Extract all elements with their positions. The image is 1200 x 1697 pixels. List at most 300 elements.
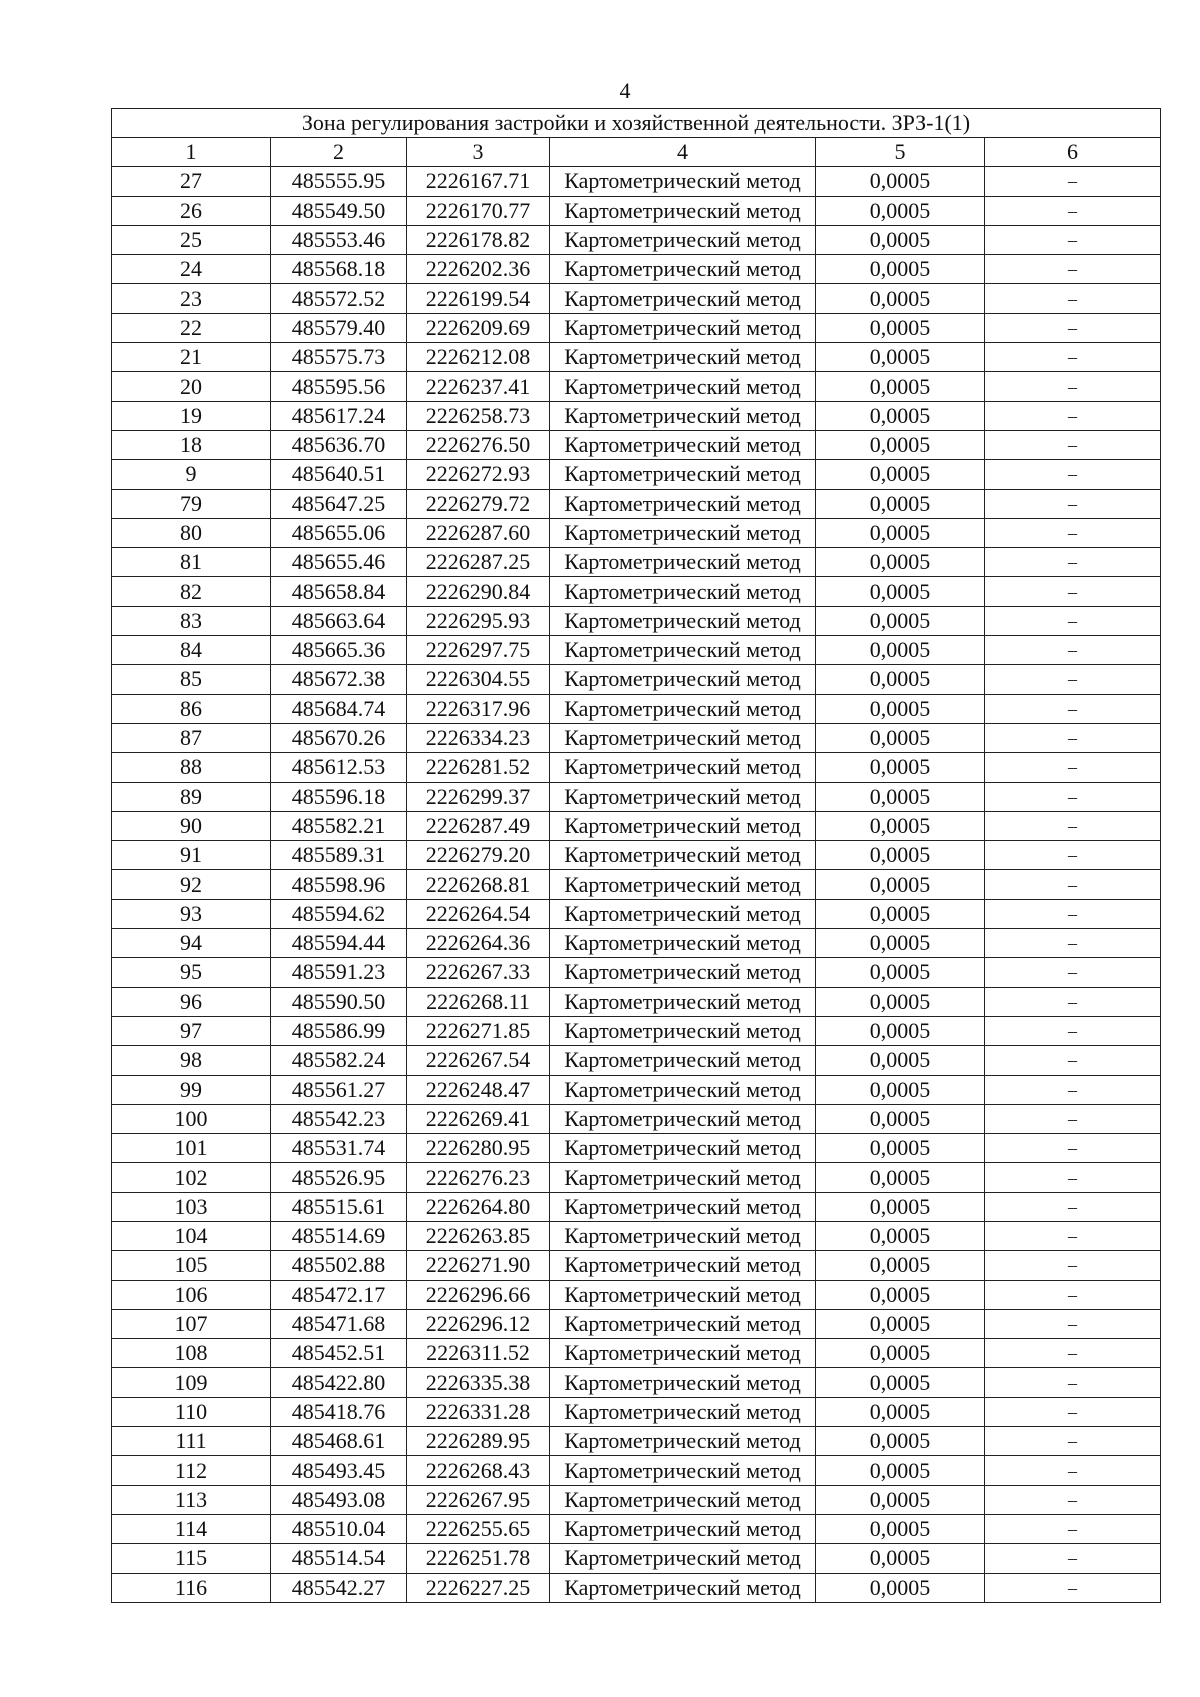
method-cell: Картометрический метод [550, 987, 816, 1016]
x-coordinate-cell: 485472.17 [271, 1280, 407, 1309]
x-coordinate-cell: 485617.24 [271, 401, 407, 430]
method-cell: Картометрический метод [550, 489, 816, 518]
x-coordinate-cell: 485510.04 [271, 1514, 407, 1543]
column-number-row [112, 138, 1161, 167]
table-row [112, 1573, 1161, 1602]
x-coordinate-cell: 485655.06 [271, 518, 407, 547]
accuracy-cell: 0,0005 [816, 1427, 985, 1456]
x-coordinate-cell: 485658.84 [271, 577, 407, 606]
description-cell: – [985, 518, 1161, 547]
x-coordinate-cell: 485647.25 [271, 489, 407, 518]
x-coordinate-cell: 485582.24 [271, 1046, 407, 1075]
table-row [112, 811, 1161, 840]
accuracy-cell: 0,0005 [816, 1397, 985, 1426]
table-body [112, 167, 1161, 1603]
y-coordinate-cell: 2226289.95 [407, 1427, 550, 1456]
method-cell: Картометрический метод [550, 1251, 816, 1280]
table-title: Зона регулирования застройки и хозяйственной деятельности. ЗРЗ-1(1) [112, 109, 1161, 138]
point-number-cell: 85 [112, 665, 271, 694]
x-coordinate-cell: 485590.50 [271, 987, 407, 1016]
point-number-cell: 20 [112, 372, 271, 401]
point-number-cell: 89 [112, 782, 271, 811]
point-number-cell: 107 [112, 1309, 271, 1338]
method-cell: Картометрический метод [550, 1368, 816, 1397]
accuracy-cell: 0,0005 [816, 694, 985, 723]
y-coordinate-cell: 2226295.93 [407, 606, 550, 635]
table-row [112, 694, 1161, 723]
x-coordinate-cell: 485471.68 [271, 1309, 407, 1338]
point-number-cell: 82 [112, 577, 271, 606]
description-cell: – [985, 489, 1161, 518]
description-cell: – [985, 548, 1161, 577]
accuracy-cell: 0,0005 [816, 665, 985, 694]
method-cell: Картометрический метод [550, 1427, 816, 1456]
method-cell: Картометрический метод [550, 1397, 816, 1426]
point-number-cell: 23 [112, 284, 271, 313]
x-coordinate-cell: 485493.45 [271, 1456, 407, 1485]
method-cell: Картометрический метод [550, 1573, 816, 1602]
x-coordinate-cell: 485596.18 [271, 782, 407, 811]
y-coordinate-cell: 2226212.08 [407, 343, 550, 372]
table-title-row [112, 109, 1161, 138]
point-number-cell: 19 [112, 401, 271, 430]
table-row [112, 577, 1161, 606]
method-cell: Картометрический метод [550, 1134, 816, 1163]
y-coordinate-cell: 2226267.54 [407, 1046, 550, 1075]
accuracy-cell: 0,0005 [816, 899, 985, 928]
description-cell: – [985, 401, 1161, 430]
x-coordinate-cell: 485572.52 [271, 284, 407, 313]
x-coordinate-cell: 485598.96 [271, 870, 407, 899]
y-coordinate-cell: 2226335.38 [407, 1368, 550, 1397]
accuracy-cell: 0,0005 [816, 577, 985, 606]
method-cell: Картометрический метод [550, 196, 816, 225]
y-coordinate-cell: 2226311.52 [407, 1339, 550, 1368]
description-cell: – [985, 372, 1161, 401]
accuracy-cell: 0,0005 [816, 313, 985, 342]
point-number-cell: 84 [112, 636, 271, 665]
y-coordinate-cell: 2226263.85 [407, 1221, 550, 1250]
column-header: 1 [112, 138, 271, 167]
y-coordinate-cell: 2226281.52 [407, 753, 550, 782]
y-coordinate-cell: 2226251.78 [407, 1544, 550, 1573]
description-cell: – [985, 313, 1161, 342]
y-coordinate-cell: 2226276.50 [407, 430, 550, 459]
x-coordinate-cell: 485594.44 [271, 929, 407, 958]
description-cell: – [985, 1309, 1161, 1338]
table-row [112, 372, 1161, 401]
description-cell: – [985, 636, 1161, 665]
method-cell: Картометрический метод [550, 343, 816, 372]
method-cell: Картометрический метод [550, 1280, 816, 1309]
x-coordinate-cell: 485502.88 [271, 1251, 407, 1280]
accuracy-cell: 0,0005 [816, 811, 985, 840]
table-row [112, 606, 1161, 635]
y-coordinate-cell: 2226272.93 [407, 460, 550, 489]
description-cell: – [985, 841, 1161, 870]
y-coordinate-cell: 2226264.80 [407, 1192, 550, 1221]
description-cell: – [985, 1397, 1161, 1426]
y-coordinate-cell: 2226331.28 [407, 1397, 550, 1426]
point-number-cell: 90 [112, 811, 271, 840]
x-coordinate-cell: 485594.62 [271, 899, 407, 928]
y-coordinate-cell: 2226268.81 [407, 870, 550, 899]
accuracy-cell: 0,0005 [816, 1163, 985, 1192]
table-row [112, 899, 1161, 928]
description-cell: – [985, 694, 1161, 723]
method-cell: Картометрический метод [550, 665, 816, 694]
y-coordinate-cell: 2226317.96 [407, 694, 550, 723]
method-cell: Картометрический метод [550, 958, 816, 987]
method-cell: Картометрический метод [550, 225, 816, 254]
accuracy-cell: 0,0005 [816, 1573, 985, 1602]
table-row [112, 1427, 1161, 1456]
description-cell: – [985, 225, 1161, 254]
point-number-cell: 26 [112, 196, 271, 225]
point-number-cell: 22 [112, 313, 271, 342]
method-cell: Картометрический метод [550, 1192, 816, 1221]
point-number-cell: 91 [112, 841, 271, 870]
accuracy-cell: 0,0005 [816, 196, 985, 225]
accuracy-cell: 0,0005 [816, 1192, 985, 1221]
y-coordinate-cell: 2226202.36 [407, 255, 550, 284]
description-cell: – [985, 196, 1161, 225]
point-number-cell: 115 [112, 1544, 271, 1573]
table-row [112, 753, 1161, 782]
accuracy-cell: 0,0005 [816, 1046, 985, 1075]
accuracy-cell: 0,0005 [816, 753, 985, 782]
table-row [112, 1280, 1161, 1309]
accuracy-cell: 0,0005 [816, 284, 985, 313]
x-coordinate-cell: 485515.61 [271, 1192, 407, 1221]
accuracy-cell: 0,0005 [816, 548, 985, 577]
method-cell: Картометрический метод [550, 460, 816, 489]
method-cell: Картометрический метод [550, 723, 816, 752]
description-cell: – [985, 1251, 1161, 1280]
description-cell: – [985, 1427, 1161, 1456]
description-cell: – [985, 343, 1161, 372]
point-number-cell: 108 [112, 1339, 271, 1368]
point-number-cell: 97 [112, 1016, 271, 1045]
accuracy-cell: 0,0005 [816, 167, 985, 196]
description-cell: – [985, 167, 1161, 196]
x-coordinate-cell: 485555.95 [271, 167, 407, 196]
page-number: 4 [619, 78, 631, 103]
point-number-cell: 94 [112, 929, 271, 958]
method-cell: Картометрический метод [550, 782, 816, 811]
method-cell: Картометрический метод [550, 1339, 816, 1368]
table-row [112, 1339, 1161, 1368]
method-cell: Картометрический метод [550, 548, 816, 577]
description-cell: – [985, 460, 1161, 489]
table-row [112, 782, 1161, 811]
y-coordinate-cell: 2226255.65 [407, 1514, 550, 1543]
point-number-cell: 103 [112, 1192, 271, 1221]
y-coordinate-cell: 2226334.23 [407, 723, 550, 752]
table-row [112, 1309, 1161, 1338]
y-coordinate-cell: 2226258.73 [407, 401, 550, 430]
accuracy-cell: 0,0005 [816, 1075, 985, 1104]
x-coordinate-cell: 485665.36 [271, 636, 407, 665]
method-cell: Картометрический метод [550, 1075, 816, 1104]
x-coordinate-cell: 485542.27 [271, 1573, 407, 1602]
point-number-cell: 24 [112, 255, 271, 284]
table-row [112, 1104, 1161, 1133]
y-coordinate-cell: 2226271.90 [407, 1251, 550, 1280]
method-cell: Картометрический метод [550, 313, 816, 342]
point-number-cell: 83 [112, 606, 271, 635]
table-row [112, 1544, 1161, 1573]
accuracy-cell: 0,0005 [816, 606, 985, 635]
x-coordinate-cell: 485493.08 [271, 1485, 407, 1514]
accuracy-cell: 0,0005 [816, 518, 985, 547]
point-number-cell: 95 [112, 958, 271, 987]
accuracy-cell: 0,0005 [816, 489, 985, 518]
accuracy-cell: 0,0005 [816, 723, 985, 752]
description-cell: – [985, 1544, 1161, 1573]
description-cell: – [985, 1075, 1161, 1104]
method-cell: Картометрический метод [550, 1514, 816, 1543]
description-cell: – [985, 929, 1161, 958]
accuracy-cell: 0,0005 [816, 636, 985, 665]
point-number-cell: 110 [112, 1397, 271, 1426]
point-number-cell: 109 [112, 1368, 271, 1397]
x-coordinate-cell: 485526.95 [271, 1163, 407, 1192]
column-header: 2 [271, 138, 407, 167]
table-row [112, 841, 1161, 870]
point-number-cell: 88 [112, 753, 271, 782]
description-cell: – [985, 430, 1161, 459]
x-coordinate-cell: 485582.21 [271, 811, 407, 840]
accuracy-cell: 0,0005 [816, 255, 985, 284]
accuracy-cell: 0,0005 [816, 372, 985, 401]
x-coordinate-cell: 485452.51 [271, 1339, 407, 1368]
y-coordinate-cell: 2226269.41 [407, 1104, 550, 1133]
table-row [112, 460, 1161, 489]
y-coordinate-cell: 2226227.25 [407, 1573, 550, 1602]
accuracy-cell: 0,0005 [816, 1339, 985, 1368]
y-coordinate-cell: 2226267.95 [407, 1485, 550, 1514]
table-row [112, 665, 1161, 694]
description-cell: – [985, 1573, 1161, 1602]
y-coordinate-cell: 2226296.12 [407, 1309, 550, 1338]
table-row [112, 430, 1161, 459]
x-coordinate-cell: 485655.46 [271, 548, 407, 577]
description-cell: – [985, 723, 1161, 752]
y-coordinate-cell: 2226248.47 [407, 1075, 550, 1104]
column-header: 3 [407, 138, 550, 167]
x-coordinate-cell: 485514.69 [271, 1221, 407, 1250]
method-cell: Картометрический метод [550, 841, 816, 870]
table-row [112, 723, 1161, 752]
point-number-cell: 111 [112, 1427, 271, 1456]
x-coordinate-cell: 485670.26 [271, 723, 407, 752]
point-number-cell: 102 [112, 1163, 271, 1192]
accuracy-cell: 0,0005 [816, 460, 985, 489]
description-cell: – [985, 1104, 1161, 1133]
table-row [112, 518, 1161, 547]
point-number-cell: 27 [112, 167, 271, 196]
x-coordinate-cell: 485586.99 [271, 1016, 407, 1045]
y-coordinate-cell: 2226268.43 [407, 1456, 550, 1485]
table-row [112, 1368, 1161, 1397]
description-cell: – [985, 1456, 1161, 1485]
y-coordinate-cell: 2226178.82 [407, 225, 550, 254]
table-row [112, 1134, 1161, 1163]
accuracy-cell: 0,0005 [816, 1368, 985, 1397]
method-cell: Картометрический метод [550, 1544, 816, 1573]
description-cell: – [985, 987, 1161, 1016]
point-number-cell: 116 [112, 1573, 271, 1602]
description-cell: – [985, 1221, 1161, 1250]
accuracy-cell: 0,0005 [816, 929, 985, 958]
accuracy-cell: 0,0005 [816, 401, 985, 430]
method-cell: Картометрический метод [550, 1221, 816, 1250]
point-number-cell: 81 [112, 548, 271, 577]
table-row [112, 987, 1161, 1016]
point-number-cell: 25 [112, 225, 271, 254]
accuracy-cell: 0,0005 [816, 987, 985, 1016]
method-cell: Картометрический метод [550, 401, 816, 430]
point-number-cell: 101 [112, 1134, 271, 1163]
y-coordinate-cell: 2226287.49 [407, 811, 550, 840]
accuracy-cell: 0,0005 [816, 1514, 985, 1543]
accuracy-cell: 0,0005 [816, 1134, 985, 1163]
accuracy-cell: 0,0005 [816, 841, 985, 870]
x-coordinate-cell: 485575.73 [271, 343, 407, 372]
point-number-cell: 9 [112, 460, 271, 489]
method-cell: Картометрический метод [550, 606, 816, 635]
x-coordinate-cell: 485418.76 [271, 1397, 407, 1426]
description-cell: – [985, 577, 1161, 606]
table-row [112, 870, 1161, 899]
table-row [112, 548, 1161, 577]
table-row [112, 1397, 1161, 1426]
accuracy-cell: 0,0005 [816, 1485, 985, 1514]
accuracy-cell: 0,0005 [816, 1456, 985, 1485]
method-cell: Картометрический метод [550, 255, 816, 284]
y-coordinate-cell: 2226279.72 [407, 489, 550, 518]
method-cell: Картометрический метод [550, 1104, 816, 1133]
accuracy-cell: 0,0005 [816, 430, 985, 459]
y-coordinate-cell: 2226199.54 [407, 284, 550, 313]
method-cell: Картометрический метод [550, 899, 816, 928]
description-cell: – [985, 1163, 1161, 1192]
x-coordinate-cell: 485553.46 [271, 225, 407, 254]
description-cell: – [985, 899, 1161, 928]
y-coordinate-cell: 2226304.55 [407, 665, 550, 694]
description-cell: – [985, 255, 1161, 284]
point-number-cell: 99 [112, 1075, 271, 1104]
y-coordinate-cell: 2226267.33 [407, 958, 550, 987]
accuracy-cell: 0,0005 [816, 1104, 985, 1133]
x-coordinate-cell: 485684.74 [271, 694, 407, 723]
accuracy-cell: 0,0005 [816, 782, 985, 811]
y-coordinate-cell: 2226268.11 [407, 987, 550, 1016]
table-row [112, 1485, 1161, 1514]
x-coordinate-cell: 485636.70 [271, 430, 407, 459]
accuracy-cell: 0,0005 [816, 1544, 985, 1573]
x-coordinate-cell: 485514.54 [271, 1544, 407, 1573]
x-coordinate-cell: 485591.23 [271, 958, 407, 987]
point-number-cell: 96 [112, 987, 271, 1016]
accuracy-cell: 0,0005 [816, 343, 985, 372]
point-number-cell: 105 [112, 1251, 271, 1280]
table-row [112, 1046, 1161, 1075]
table-row [112, 1192, 1161, 1221]
description-cell: – [985, 753, 1161, 782]
table-row [112, 401, 1161, 430]
method-cell: Картометрический метод [550, 1016, 816, 1045]
description-cell: – [985, 1046, 1161, 1075]
point-number-cell: 113 [112, 1485, 271, 1514]
description-cell: – [985, 284, 1161, 313]
x-coordinate-cell: 485672.38 [271, 665, 407, 694]
column-header: 4 [550, 138, 816, 167]
method-cell: Картометрический метод [550, 430, 816, 459]
accuracy-cell: 0,0005 [816, 1016, 985, 1045]
x-coordinate-cell: 485612.53 [271, 753, 407, 782]
accuracy-cell: 0,0005 [816, 958, 985, 987]
table-row [112, 225, 1161, 254]
table-row [112, 196, 1161, 225]
y-coordinate-cell: 2226287.25 [407, 548, 550, 577]
table-row [112, 1075, 1161, 1104]
y-coordinate-cell: 2226299.37 [407, 782, 550, 811]
table-row [112, 167, 1161, 196]
table-row [112, 1514, 1161, 1543]
accuracy-cell: 0,0005 [816, 1251, 985, 1280]
method-cell: Картометрический метод [550, 284, 816, 313]
table-row [112, 1456, 1161, 1485]
table-row [112, 958, 1161, 987]
description-cell: – [985, 811, 1161, 840]
x-coordinate-cell: 485561.27 [271, 1075, 407, 1104]
description-cell: – [985, 1134, 1161, 1163]
y-coordinate-cell: 2226279.20 [407, 841, 550, 870]
x-coordinate-cell: 485422.80 [271, 1368, 407, 1397]
x-coordinate-cell: 485663.64 [271, 606, 407, 635]
table-row [112, 1221, 1161, 1250]
y-coordinate-cell: 2226276.23 [407, 1163, 550, 1192]
accuracy-cell: 0,0005 [816, 225, 985, 254]
y-coordinate-cell: 2226237.41 [407, 372, 550, 401]
description-cell: – [985, 782, 1161, 811]
point-number-cell: 18 [112, 430, 271, 459]
x-coordinate-cell: 485542.23 [271, 1104, 407, 1133]
x-coordinate-cell: 485468.61 [271, 1427, 407, 1456]
table-row [112, 1163, 1161, 1192]
description-cell: – [985, 1485, 1161, 1514]
x-coordinate-cell: 485568.18 [271, 255, 407, 284]
point-number-cell: 79 [112, 489, 271, 518]
method-cell: Картометрический метод [550, 577, 816, 606]
table-row [112, 489, 1161, 518]
point-number-cell: 92 [112, 870, 271, 899]
x-coordinate-cell: 485549.50 [271, 196, 407, 225]
point-number-cell: 98 [112, 1046, 271, 1075]
description-cell: – [985, 606, 1161, 635]
table-row [112, 343, 1161, 372]
y-coordinate-cell: 2226290.84 [407, 577, 550, 606]
y-coordinate-cell: 2226170.77 [407, 196, 550, 225]
y-coordinate-cell: 2226209.69 [407, 313, 550, 342]
point-number-cell: 93 [112, 899, 271, 928]
x-coordinate-cell: 485531.74 [271, 1134, 407, 1163]
table-row [112, 284, 1161, 313]
accuracy-cell: 0,0005 [816, 1309, 985, 1338]
description-cell: – [985, 1339, 1161, 1368]
